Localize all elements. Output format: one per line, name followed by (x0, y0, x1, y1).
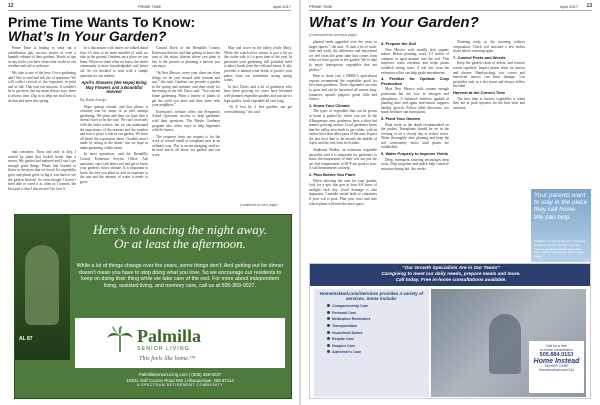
paragraph: In most operations, said the Bernalillo County Extension Service Office: Ask questions, start with better soil and get to know your garden’s micro climate. It is important to know the area you plant in, and its exposure to the sun and the amount of water it needs to grow. (80, 152, 148, 185)
palmilla-brand: Palmilla (137, 326, 201, 346)
header-label-right: PRIME TIME (309, 4, 333, 9)
article-column-1-top (8, 46, 76, 146)
ad-banner (310, 264, 591, 286)
paragraph: Plant seeds at the depth recommended on the packet. Transplants should be set in the evening or on a cloudy day to reduce stress. Water thoroughly after planting and keep the soil consistently moist until plants are established. (381, 122, 449, 150)
left-page (0, 0, 299, 405)
ad-website-phone[interactable]: PalmillaSeniorLiving.com | (505) 369-0027 (138, 372, 222, 377)
paragraph: The types of vegetables that can be grown at home is guided by where you are. In the Albuquerque area, gardeners have a short but intense growing season. Local gardeners know that the valley area tends to get colder, with an earlier frost than other parts of the area. Expect the last frost date to be around the middle of April, and the first frost in October. (309, 109, 377, 146)
tip-heading: 5. Plant Your Garden (381, 115, 421, 121)
palm-leaf-icon (105, 324, 135, 354)
home-instead-logo: Home Instead (533, 357, 580, 365)
tip-heading: 1. Know Your Climate (309, 102, 350, 108)
paragraph: The response from our request is for the work of several small or compliant uses in an ordinary way. This is an encouraging, read-to-be-read article all about our garden and our work. (152, 134, 220, 158)
header-date-right: April 2017 (559, 4, 578, 9)
right-page (301, 0, 600, 405)
paragraph: Watering early in the morning reduces evaporation. Check soil moisture a few inches down before watering again. (453, 40, 525, 54)
service-label: Household Duties (332, 330, 363, 335)
service-item (317, 317, 426, 322)
article-column-1-bottom (8, 150, 76, 212)
continued-from-note: (Continued from previous page) (309, 33, 357, 37)
palmilla-advertisement[interactable] (14, 214, 292, 399)
bullet-icon (327, 331, 330, 334)
paragraph: Deep, infrequent watering encourages deep roots. Drip irrigation and mulch help conserve moisture during hot, dry weeks. (381, 157, 449, 171)
service-label: Medication Reminders (332, 317, 371, 322)
tip-heading: 7. Control Pests and Weeds (453, 54, 506, 60)
service-item (317, 331, 426, 336)
paragraph: “In New Mexico, every year, there are often things we do year around with seasons and sun,” she said. Gardens can provide a garden in the spring and summer, and then ready for harvesting in the fall. Davis said. “You can eat home gardening. Plant a variety of plants to get the yield you need and then share with your neighbors.” (152, 70, 220, 108)
banner-line-1: “Our Growth Specialists Are in Our Team!” (402, 266, 500, 271)
paragraph: My take is one of the best: I love gardening and I like to read and ask lots of questions. We will collect several of the responses in print and in full. That was our mission. It wouldn’t be to get there, but my mom always says, there is always time. Dig in to help me find how to do that and more this spring. (8, 70, 76, 103)
palmilla-logo-band (75, 318, 285, 368)
service-label: Companionship Care (332, 304, 369, 309)
cta-line-1: Call for a free (545, 344, 567, 348)
paragraph: Extension’s website offers the Frequently Asked Questions section to help gardeners with their questions. The Master Gardener program also offers ways to help beginners with the basics. (152, 109, 220, 133)
article-title-continued (309, 15, 479, 30)
bullet-icon (327, 324, 330, 327)
service-item (317, 350, 426, 355)
header-date-left: April 2017 (272, 4, 291, 9)
continued-note: (continued on next page) (240, 203, 278, 207)
service-label: Alzheimer’s Care (332, 350, 362, 355)
ad-address: 10301 Golf Course Road NW | Albuquerque, NM 87114 (126, 377, 234, 383)
service-label: Hospice Care (332, 343, 355, 348)
title-line-1: Prime Time Wants To Know: (8, 14, 196, 30)
bullet-icon (327, 311, 330, 314)
ad-body: While a lot of things change over the years, some things don’t. And getting out for dinner doesn’t mean you have to stop doing what you love. So we encourage our residents to keep on doing their thing while we take care of the rest. For more about independent living, assisted living, and memory care, call us at 505-369-0027. (76, 263, 284, 289)
paragraph: Stephanie Walker, an extension vegetable specialist said it is important for gardeners to know the temperature of their soil, not just the air. Soil temperatures of 60°F are good to start. A soil thermometer can help. (309, 148, 377, 171)
header-label-left: PRIME TIME (137, 4, 162, 9)
article-column-r3 (453, 40, 525, 190)
tip-heading: 2. Plan Before You Plant (309, 172, 355, 178)
service-item (317, 337, 426, 342)
ad-phone-number[interactable]: 505.884.0153 (539, 352, 574, 359)
service-item (317, 344, 426, 349)
service-label: Respite Care (332, 337, 354, 342)
article-column-r2 (381, 40, 449, 260)
paragraph: New Mexico soils usually lack organic matter. Before planting, work 2-3 inches of compost or aged manure into the soil. This improves water retention and helps plants establish strong roots. A soil test from the extension office can help guide amendments. (381, 47, 449, 75)
service-label: Transportation (332, 323, 358, 328)
service-item (317, 304, 426, 309)
service-label: Personal Care (332, 310, 357, 315)
service-item (317, 311, 426, 316)
tip-heading: 3. Prepare the Soil (381, 41, 416, 46)
paragraph: In a discussion with others we talked about how it’s time to be more mindful of what we take in the ground. Gardens are a place we can learn. When we share what we know, the entire community is more knowledgeable and better off. So we decided to start with a simple question for our readers. (80, 46, 148, 78)
paragraph: The best time to harvest vegetables is when they are at peak ripeness for the best taste and nutrition. (453, 96, 525, 110)
tip-heading: Harvest at the Correct Time (453, 89, 506, 95)
services-list (314, 289, 429, 397)
page-header-right (309, 3, 592, 11)
byline: By Barb Armijo (80, 96, 107, 102)
bullet-icon (327, 317, 330, 320)
dancer-silhouette (25, 245, 59, 325)
palmilla-brand-sub: SENIOR LIVING (137, 346, 190, 352)
sky-ad-text: Whether you are looking for someone to help on going, person, or a few hours a week for routine and extra care, call Home Instead Senior Care today. (534, 239, 586, 259)
photo-tag: AL 87 (19, 336, 33, 342)
service-item (317, 324, 426, 329)
paragraph: Most New Mexico soils contain enough potassium but are low in nitrogen and phosphorus. A balanced fertilizer applied at planting time and again mid-season supports healthy growth. Follow label directions; too much fertilizer can burn plants. (381, 87, 449, 115)
article-column-3 (152, 46, 220, 212)
paragraph: Prime Time is hoping to send out a contribution tips, success stories or even a humble volume of their gardens. Words of tips or any tricks you have from what works in our weather and soil is welcome. (8, 46, 76, 69)
bullet-icon (327, 337, 330, 340)
caregiver-photo (431, 289, 586, 397)
section-subhead: April’s Showers (We Hope) Bring May Flowers and a Bountiful Harvest (81, 80, 147, 95)
caregiver-figure (489, 314, 521, 374)
article-column-4 (224, 46, 292, 198)
tip-heading: 4. Fertilize for Optimal Crop Production (381, 76, 449, 86)
article-title (8, 15, 195, 43)
ad-headline-line-1: Here’s to dancing the night away. (92, 222, 268, 237)
paragraph: that consumes. Then, and only in July, I started by plant that looked better than a sunset. My garden had matured and I can’t say enough good things. Plants had learned to thrive in the place that we loved. Its vegetables grew and plants grew so big it was hard to see the garden beyond. So even though I haven’t been able to weed it as often as I wanted, the best part is that I discovered I do love it. (8, 150, 76, 191)
call-to-action-box[interactable] (529, 341, 584, 393)
article-column-2 (80, 46, 148, 212)
paragraph: May and lower in the valley (early May). While the watch-strict season is just a bit on the cooler side, it’s a great time of the year. In particular your gardening will probably need to take a break from the cold and freeze. It also provides a natural wind break to protect your plants from our sometimes strong spring winds. (224, 46, 292, 83)
paragraph: “At 8 foot by 4 feet gardens can get overwhelming,” she said. (224, 105, 292, 114)
banner-line-2: Caregiving to meet our daily needs, prepare meals and more. (381, 271, 521, 277)
title-line-2: What’s In Your Garden? (8, 28, 167, 44)
home-instead-logo-sub: SENIOR CARE (544, 363, 569, 368)
services-lead: HomeInstead.com/Services provides a variety of services. Some include: (319, 291, 424, 301)
paragraph: In fact, Davis said a lot of gardeners who have been growing for years have bloomed well-planned vegetable gardens and can have a high quality, fresh vegetable all year long. (224, 84, 292, 103)
ad-url[interactable]: HomeInstead.com/144 (538, 368, 575, 373)
home-instead-advertisement[interactable] (309, 263, 591, 399)
page-number-left: 12 (8, 3, 14, 9)
ad-headline-line-2: Or at least the afternoon. (114, 236, 246, 251)
bullet-icon (327, 344, 330, 347)
article-column-r1 (309, 40, 377, 260)
title-line: What’s In Your Garden? (309, 14, 479, 31)
ad-photo (15, 215, 70, 360)
bullet-icon (327, 304, 330, 307)
bullet-icon (327, 350, 330, 353)
cta-line-2: in-home consultation (540, 348, 573, 353)
ad-community-note: A SPECTRUM RETIREMENT COMMUNITY (136, 383, 224, 388)
ad-contact-info (75, 372, 285, 389)
page-header-left (8, 3, 291, 11)
paragraph: Contact Davis of the Bernalillo County Extension Service said that getting to know the area of the micro climate where you plant is key to the process in planning a harvest you can enjoy. (152, 46, 220, 69)
sky-ad-headline: Your parents want to stay in the place they call home. We can help. (534, 192, 588, 221)
home-instead-sky-ad[interactable] (531, 189, 591, 262)
palmilla-tagline: This feels like home.™ (139, 355, 196, 362)
paragraph: Here to share you, a NMSU’s agricultural experts recommend the vegetables good for first-time gardeners. These vegetables are easy to grow and can be harvested all season long: tomatoes, squash, peppers, green chile and lettuce. (309, 74, 377, 102)
paragraph: planted seeds upgraded over the years in larger spaces,” she said. “It took a lot of work, time and work, the difference and enjoyment we feel from the great time that comes from what we have grown in the garden. We’re able to enjoy homegrown vegetables that are perfect.” (309, 40, 377, 72)
ad-headline (75, 223, 285, 251)
tip-heading: 6. Water Properly to Improve Yields (381, 151, 448, 157)
paragraph: Keep the garden clean of debris, and remove weeds regularly. Inspect plants often for insects and disease. Hand-picking, row covers and beneficial insects can limit damage. Use pesticides only as a last resort and always follow the label. (453, 61, 525, 89)
page-number-right: 13 (586, 3, 592, 9)
banner-line-3: Call today. Free in-home consultations available. (395, 277, 507, 283)
paragraph: When selecting the area for your garden, look for a spot that gets at least 6-8 hours of sunlight each day. Good drainage is also important. Consider raised beds or containers if your soil is poor. Plan your rows and note which plants will need the most space. (309, 178, 377, 206)
paragraph: Hope springs eternal, and that phrase is certainly true for many of us who attempt gardening. We plant and then we hope that it doesn’t have to be the case. We can’t read only with the latest science, but we can understand the importance of the seasons and the weather and how it plays a role in our garden. We have all heard the expression about ‘Gardens aren’t made by sitting in the shade,’ but we hope to make gardening a little easier. (80, 104, 148, 150)
